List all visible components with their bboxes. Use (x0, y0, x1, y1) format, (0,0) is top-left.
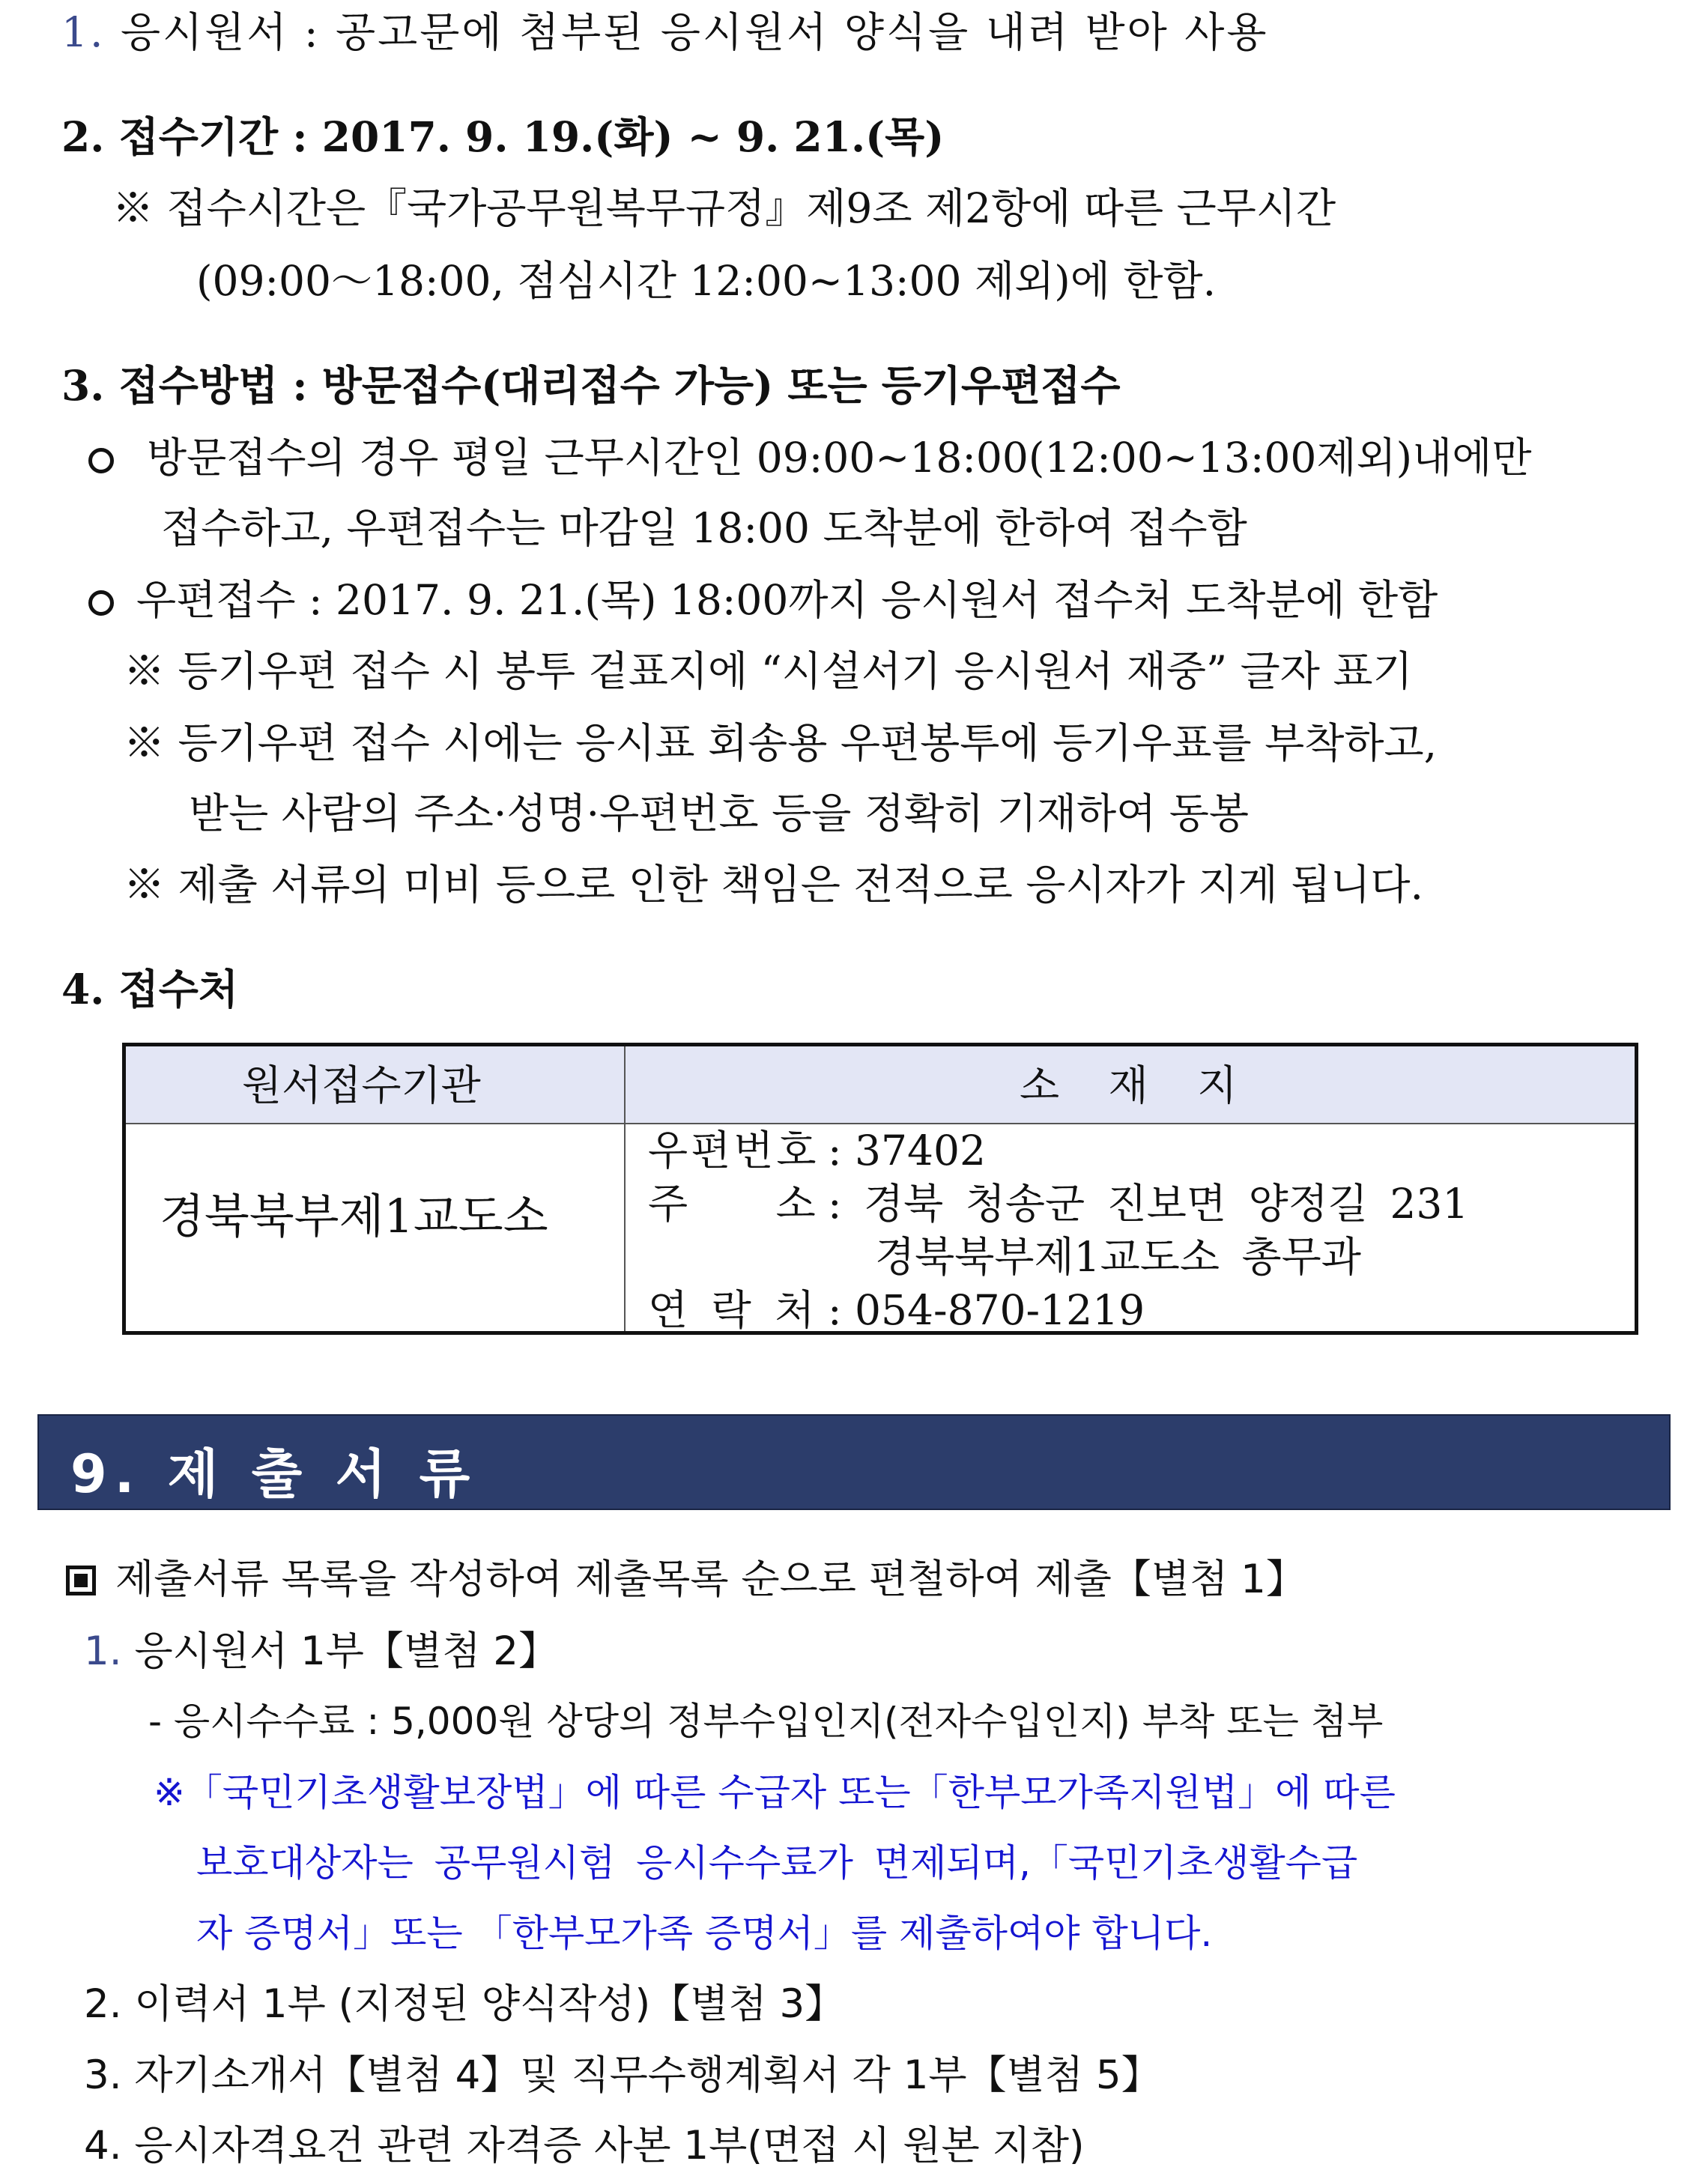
table-header-org: 원서접수기관 (242, 1061, 481, 1109)
section-9-intro (66, 1554, 1306, 1606)
item-4: 4. 응시자격요건 관련 자격증 사본 1부(면접 시 원본 지참) (84, 2123, 1085, 2169)
section-2-note-1: ※ 접수시간은『국가공무원복무규정』제9조 제2항에 따른 근무시간 (112, 184, 1336, 232)
section-1-text: 응시원서 : 공고문에 첨부된 응시원서 양식을 내려 받아 사용 (120, 8, 1269, 56)
table-header-location: 소 재 지 (1020, 1061, 1238, 1109)
section-9-banner (37, 1414, 1671, 1510)
postal-value: : 37402 (828, 1127, 986, 1175)
section-3-bullet-1-cont: 접수하고, 우편접수는 마감일 18:00 도착분에 한하여 접수함 (161, 504, 1247, 552)
reception-table (122, 1043, 1638, 1335)
item-1-text: 응시원서 1부【별첨 2】 (134, 1628, 558, 1674)
section-3-note-2-cont: 받는 사람의 주소·성명·우편번호 등을 정확히 기재하여 동봉 (189, 790, 1249, 837)
address-label: 주 소 (648, 1180, 816, 1228)
item-1 (84, 1625, 558, 1678)
item-1-number: 1. (84, 1628, 122, 1674)
section-3-title: 3. 접수방법 : 방문접수(대리접수 가능) 또는 등기우편접수 (61, 361, 1121, 410)
circle-bullet-icon (88, 448, 114, 473)
bullet-2-text: 우편접수 : 2017. 9. 21.(목) 18:00까지 응시원서 접수처 도착분에 한함 (136, 576, 1438, 624)
table-divider (624, 1046, 626, 1331)
section-3-bullet-1 (88, 431, 1532, 484)
section-1-line (61, 6, 1268, 58)
square-bullet-icon (66, 1566, 96, 1595)
section-3-bullet-2 (88, 574, 1438, 626)
postal-label: 우편번호 (648, 1127, 820, 1175)
section-2-title: 2. 접수기간 : 2017. 9. 19.(화) ~ 9. 21.(목) (61, 112, 945, 161)
bullet-1-line-1: 방문접수의 경우 평일 근무시간인 09:00~18:00(12:00~13:00제외)내에만 (147, 434, 1532, 482)
circle-bullet-icon (88, 590, 114, 616)
contact-value: : 054-870-1219 (828, 1286, 1145, 1334)
item-3: 3. 자기소개서【별첨 4】및 직무수행계획서 각 1부【별첨 5】 (84, 2052, 1161, 2098)
address-value: : 경북 청송군 진보면 양정길 231 (828, 1180, 1469, 1228)
contact-label: 연 락 처 (648, 1286, 815, 1334)
exemption-note-3: 자 증명서」또는 「한부모가족 증명서」를 제출하여야 합니다. (196, 1912, 1213, 1955)
section-4-title: 4. 접수처 (61, 965, 238, 1013)
fee-line: - 응시수수료 : 5,000원 상당의 정부수입인지(전자수입인지) 부착 또는 첨부 (148, 1700, 1384, 1743)
section-9-title: 9. 제 출 서 류 (70, 1443, 478, 1505)
address-value-2: 경북북부제1교도소 총무과 (875, 1233, 1361, 1281)
exemption-note-1: ※「국민기초생활보장법」에 따른 수급자 또는「한부모가족지원법」에 따른 (154, 1771, 1396, 1814)
item-2: 2. 이력서 1부 (지정된 양식작성)【별첨 3】 (84, 1981, 845, 2027)
section-3-note-3: ※ 제출 서류의 미비 등으로 인한 책임은 전적으로 응시자가 지게 됩니다. (124, 861, 1423, 909)
table-org-name: 경북북부제1교도소 (160, 1189, 548, 1243)
section-9-intro-text: 제출서류 목록을 작성하여 제출목록 순으로 편철하여 제출【별첨 1】 (115, 1557, 1306, 1602)
section-3-note-1: ※ 등기우편 접수 시 봉투 겉표지에 “시설서기 응시원서 재중” 글자 표기 (124, 647, 1413, 695)
section-1-number: 1. (61, 8, 106, 56)
section-3-note-2: ※ 등기우편 접수 시에는 응시표 회송용 우편봉투에 등기우표를 부착하고, (124, 719, 1438, 767)
section-2-note-2: (09:00～18:00, 점심시간 12:00~13:00 제외)에 한함. (196, 257, 1217, 305)
exemption-note-2: 보호대상자는 공무원시험 응시수수료가 면제되며,「국민기초생활수급 (196, 1841, 1358, 1885)
